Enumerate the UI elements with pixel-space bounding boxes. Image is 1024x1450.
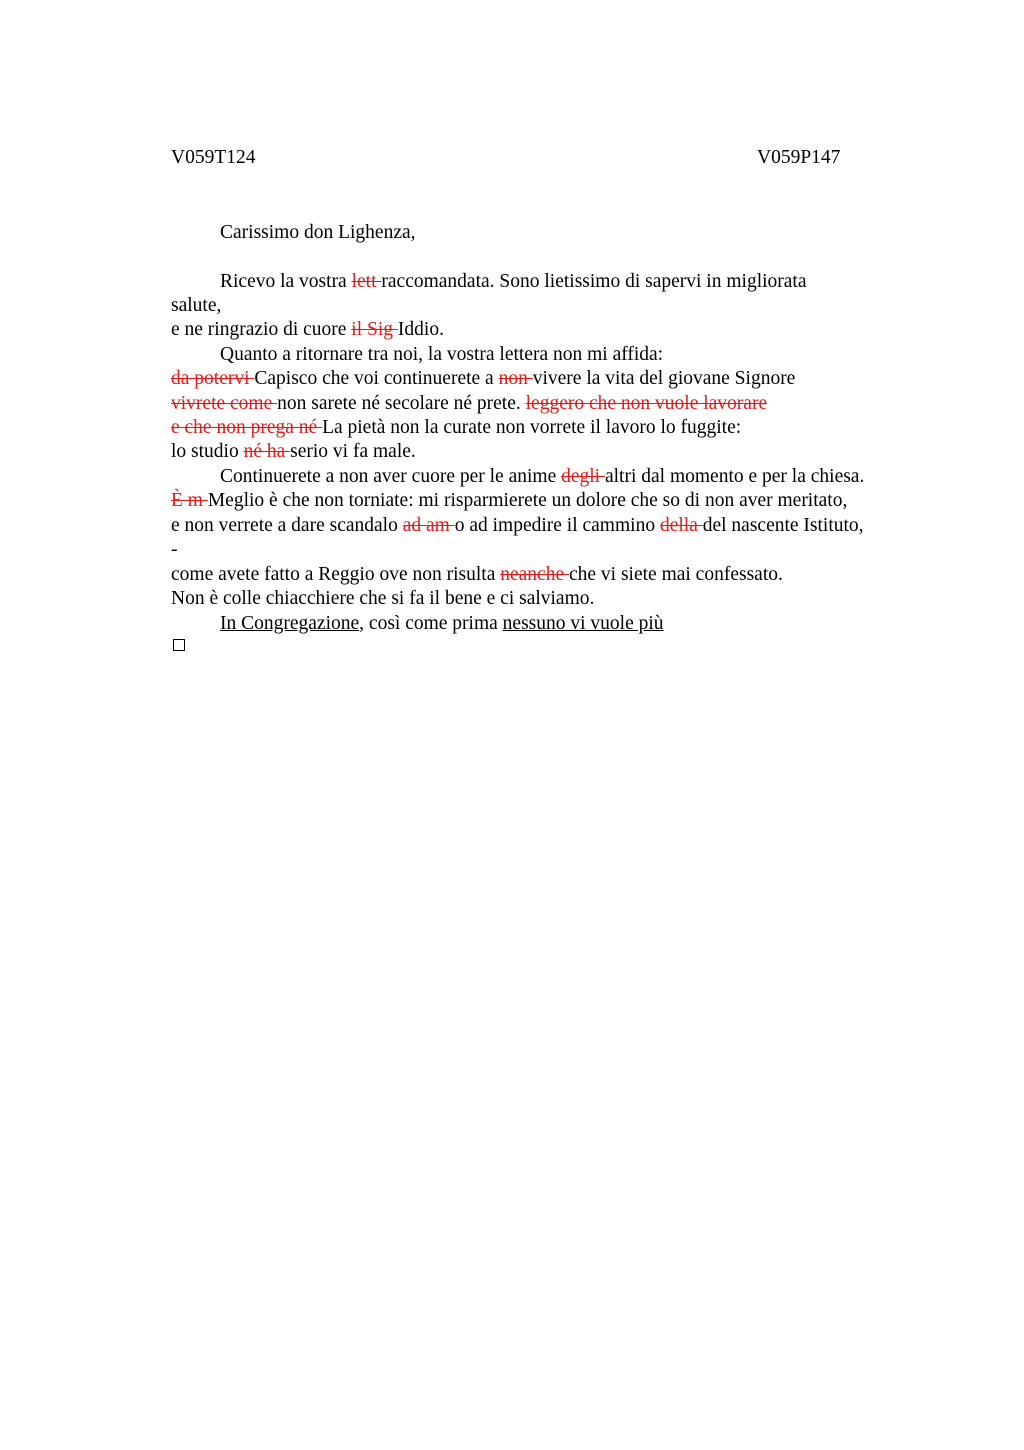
text-segment: serio vi fa male. <box>290 441 416 462</box>
text-segment: - <box>171 539 178 560</box>
text-line-4 <box>220 343 663 367</box>
deleted-text: lett <box>351 271 382 292</box>
document-code-left: V059T124 <box>171 147 256 168</box>
text-line-8 <box>171 440 416 464</box>
text-line-5 <box>171 367 795 391</box>
text-line-3 <box>171 318 444 342</box>
text-segment: Iddio. <box>397 319 444 340</box>
text-line-1 <box>220 270 807 294</box>
text-line-12 <box>171 538 178 562</box>
deleted-text: della <box>659 515 703 536</box>
text-line-2 <box>171 294 221 318</box>
underlined-text: In Congregazione <box>220 613 360 634</box>
deleted-text: da potervi <box>171 368 255 389</box>
text-segment: Quanto a ritornare tra noi, la vostra lettera non mi affida: <box>220 344 664 365</box>
deleted-text: vivrete come <box>171 393 278 414</box>
text-line-9 <box>220 465 864 489</box>
deleted-text: né ha <box>243 441 291 462</box>
text-segment: , così come prima <box>359 613 503 634</box>
text-segment: del nascente Istituto, <box>702 515 864 536</box>
text-segment: che vi siete mai confessato. <box>568 564 783 585</box>
text-segment: Continuerete a non aver cuore per le anime <box>220 466 562 487</box>
text-segment: raccomandata. Sono lietissimo di sapervi in migliorata <box>381 271 807 292</box>
text-segment: o ad impedire il cammino <box>454 515 660 536</box>
text-line-7 <box>171 416 741 440</box>
deleted-text: ad am <box>402 515 455 536</box>
text-line-11 <box>171 514 864 538</box>
text-segment: lo studio <box>171 441 244 462</box>
text-segment: salute, <box>171 295 222 316</box>
text-line-15 <box>220 612 664 636</box>
text-line-13 <box>171 563 783 587</box>
deleted-text: il Sig <box>351 319 398 340</box>
deleted-text: neanche <box>500 564 569 585</box>
text-segment: La pietà non la curate non vorrete il lavoro lo fuggite: <box>322 417 742 438</box>
text-segment: Capisco che voi continuerete a <box>254 368 499 389</box>
text-segment: Non è colle chiacchiere che si fa il bene e ci salviamo. <box>171 588 595 609</box>
text-segment: non sarete né secolare né prete. <box>277 393 526 414</box>
text-segment: Meglio è che non torniate: mi risparmierete un dolore che so di non aver meritato, <box>207 490 848 511</box>
text-segment: Ricevo la vostra <box>220 271 352 292</box>
deleted-text: e che non prega né <box>171 417 323 438</box>
text-line-10 <box>171 489 847 513</box>
deleted-text: leggero che non vuole lavorare <box>525 393 768 414</box>
document-code-right: V059P147 <box>757 147 841 168</box>
text-segment: come avete fatto a Reggio ove non risulta <box>171 564 501 585</box>
deleted-text: È m <box>171 490 208 511</box>
deleted-text: degli <box>561 466 605 487</box>
text-segment: altri dal momento e per la chiesa. <box>604 466 865 487</box>
text-line-6 <box>171 392 767 416</box>
text-segment: vivere la vita del giovane Signore <box>532 368 796 389</box>
text-segment: e ne ringrazio di cuore <box>171 319 352 340</box>
checkbox-square-icon <box>173 639 185 651</box>
salutation: Carissimo don Lighenza, <box>220 222 416 243</box>
deleted-text: non <box>498 368 533 389</box>
text-segment: e non verrete a dare scandalo <box>171 515 403 536</box>
text-line-14 <box>171 587 594 611</box>
underlined-text: nessuno vi vuole più <box>502 613 664 634</box>
